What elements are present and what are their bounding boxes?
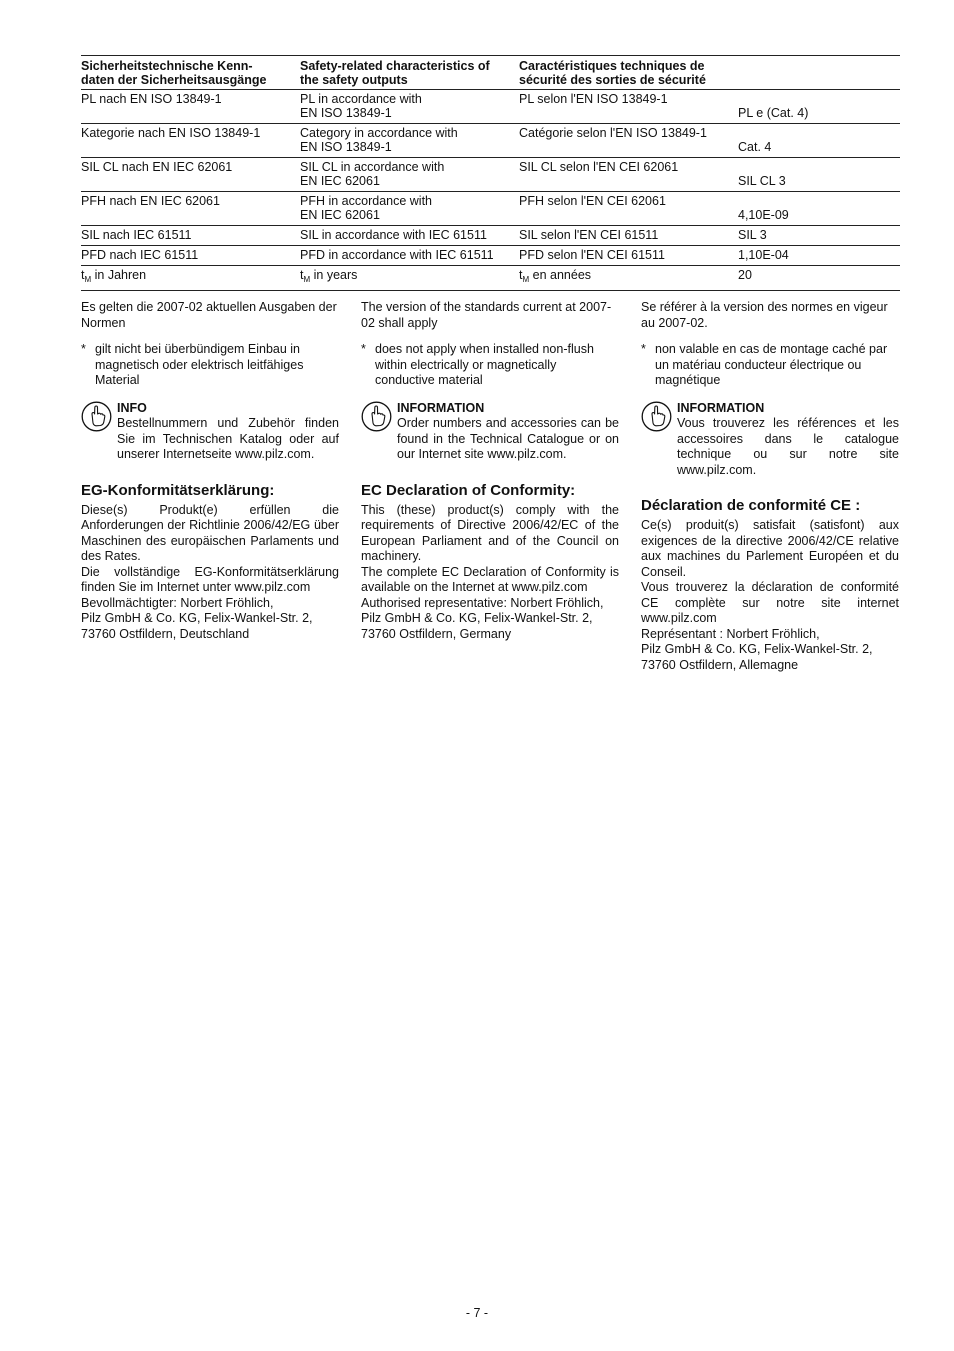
declaration-company: Pilz GmbH & Co. KG, Felix-Wankel-Str. 2, [81,611,313,625]
info-text: Order numbers and accessories can be found in the Technical Catalogue or on our Internet site www.pilz.com. [397,416,619,461]
pointing-hand-icon [641,401,672,432]
tm-symbol: t [81,268,85,282]
cell-value: SIL 3 [738,228,767,242]
declaration-paragraph: This (these) product(s) comply with the requirements of Directive 2006/42/EC of the European Parliament and of the Council on machinery. [361,502,619,563]
header-en: Safety-related characteristics of the safety outputs [300,59,490,87]
info-box [641,401,899,479]
cell-fr: PFD selon l'EN CEI 61511 [519,248,665,262]
header-value [738,56,900,90]
info-text: Bestellnummern und Zubehör finden Sie im Technischen Katalog oder auf unserer Internetseite www.pilz.com. [117,416,339,461]
footnote-star: * [361,342,366,356]
declaration-body [361,503,619,643]
cell-en: Category in accordance with EN ISO 13849-1 [300,126,458,154]
cell-en: PFD in accordance with IEC 61511 [300,248,494,262]
tm-label: in years [310,268,358,282]
table-row [81,192,900,226]
footnote-text: non valable en cas de montage caché par un matériau conducteur électrique ou magnétique [655,342,888,387]
cell-de [81,266,300,291]
cell-de: SIL nach IEC 61511 [81,228,192,242]
table-row [81,226,900,246]
standards-note: Es gelten die 2007-02 aktuellen Ausgaben der Normen [81,300,337,330]
declaration-body [641,518,899,673]
declaration-representative: Bevollmächtigter: Norbert Fröhlich, [81,595,274,610]
cell-value: 1,10E-04 [738,248,789,262]
page-number: - 7 - [465,1306,489,1320]
declaration-title: Déclaration de conformité CE : [641,497,861,514]
table-row [81,158,900,192]
cell-value: 4,10E-09 [738,208,789,222]
cell-value: 20 [738,268,752,282]
cell-fr [519,266,738,291]
footnote-star: * [81,342,86,356]
footnote [361,342,619,389]
footnote-star: * [641,342,646,356]
declaration-body [81,503,339,643]
column-french [641,300,899,673]
declaration-paragraph: Vous trouverez la déclaration de conformité CE complète sur notre site internet www.pilz.com [641,580,899,625]
cell-fr: SIL CL selon l'EN CEI 62061 [519,160,679,174]
tm-symbol: t [300,268,304,282]
pointing-hand-icon [81,401,112,432]
cell-en: PFH in accordance with EN IEC 62061 [300,194,433,222]
tm-label: en années [529,268,592,282]
declaration-city: 73760 Ostfildern, Allemagne [641,657,799,672]
standards-note: Se référer à la version des normes en vigeur au 2007-02. [641,300,888,330]
cell-value: PL e (Cat. 4) [738,106,809,120]
cell-fr: SIL selon l'EN CEI 61511 [519,228,659,242]
cell-en: PL in accordance with EN ISO 13849-1 [300,92,422,120]
info-title: INFO [117,400,147,415]
cell-de: PFD nach IEC 61511 [81,248,199,262]
declaration-title: EC Declaration of Conformity: [361,481,576,499]
tm-subscript: M [303,275,311,284]
cell-fr: PFH selon l'EN CEI 62061 [519,194,666,208]
declaration-paragraph: Die vollständige EG-Konformitätserklärung finden Sie im Internet unter www.pilz.com [81,564,339,594]
table-row [81,246,900,266]
footnote [641,342,899,389]
declaration-paragraph: Diese(s) Produkt(e) erfüllen die Anforderungen der Richtlinie 2006/42/EG über Maschinen des europäischen Parlaments und des Rates. [81,502,339,563]
declaration-paragraph: The complete EC Declaration of Conformity is available on the Internet at www.pilz.com [361,564,619,594]
table-row [81,124,900,158]
cell-en [300,266,519,291]
cell-de: PL nach EN ISO 13849-1 [81,92,222,106]
info-text: Vous trouverez les références et les accessoires dans le catalogue technique ou sur notre site www.pilz.com. [677,416,899,477]
header-de: Sicherheitstechnische Kenn- daten der Sicherheitsausgänge [81,59,267,87]
declaration-city: 73760 Ostfildern, Germany [361,626,512,641]
tm-symbol: t [519,268,523,282]
declaration-company: Pilz GmbH & Co. KG, Felix-Wankel-Str. 2, [361,611,593,625]
column-german [81,300,339,642]
cell-de: PFH nach EN IEC 62061 [81,194,220,208]
declaration-company: Pilz GmbH & Co. KG, Felix-Wankel-Str. 2, [641,642,873,656]
footnote [81,342,339,389]
column-english [361,300,619,642]
declaration-representative: Authorised representative: Norbert Fröhlich, [361,595,604,610]
declaration-title: EG-Konformitätserklärung: [81,481,275,499]
table-row [81,90,900,124]
cell-value: Cat. 4 [738,140,772,154]
cell-en: SIL in accordance with IEC 61511 [300,228,487,242]
declaration-paragraph: Ce(s) produit(s) satisfait (satisfont) aux exigences de la directive 2006/42/CE relative aux machines du Parlement Européen et du Conseil. [641,518,899,579]
footnote-text: does not apply when installed non-flush within electrically or magnetically conductive material [375,342,594,387]
footnote-text: gilt nicht bei überbündigem Einbau in magnetisch oder elektrisch leitfähiges Material [95,342,304,387]
tm-subscript: M [522,275,530,284]
declaration-representative: Représentant : Norbert Fröhlich, [641,626,820,641]
info-box [361,401,619,463]
header-fr: Caractéristiques techniques de sécurité des sorties de sécurité [519,59,706,87]
info-title: INFORMATION [677,400,765,415]
tm-label: in Jahren [91,268,147,282]
table-header-row [81,56,900,90]
info-title: INFORMATION [397,400,485,415]
cell-de: Kategorie nach EN ISO 13849-1 [81,126,261,140]
safety-characteristics-table [81,55,900,291]
table-row-tm [81,266,900,291]
tm-subscript: M [84,275,92,284]
info-box [81,401,339,463]
cell-de: SIL CL nach EN IEC 62061 [81,160,233,174]
cell-fr: PL selon l'EN ISO 13849-1 [519,92,668,106]
standards-note: The version of the standards current at 2007-02 shall apply [361,300,612,330]
cell-fr: Catégorie selon l'EN ISO 13849-1 [519,126,707,140]
cell-value: SIL CL 3 [738,174,786,188]
pointing-hand-icon [361,401,392,432]
cell-en: SIL CL in accordance with EN IEC 62061 [300,160,445,188]
declaration-city: 73760 Ostfildern, Deutschland [81,626,250,641]
